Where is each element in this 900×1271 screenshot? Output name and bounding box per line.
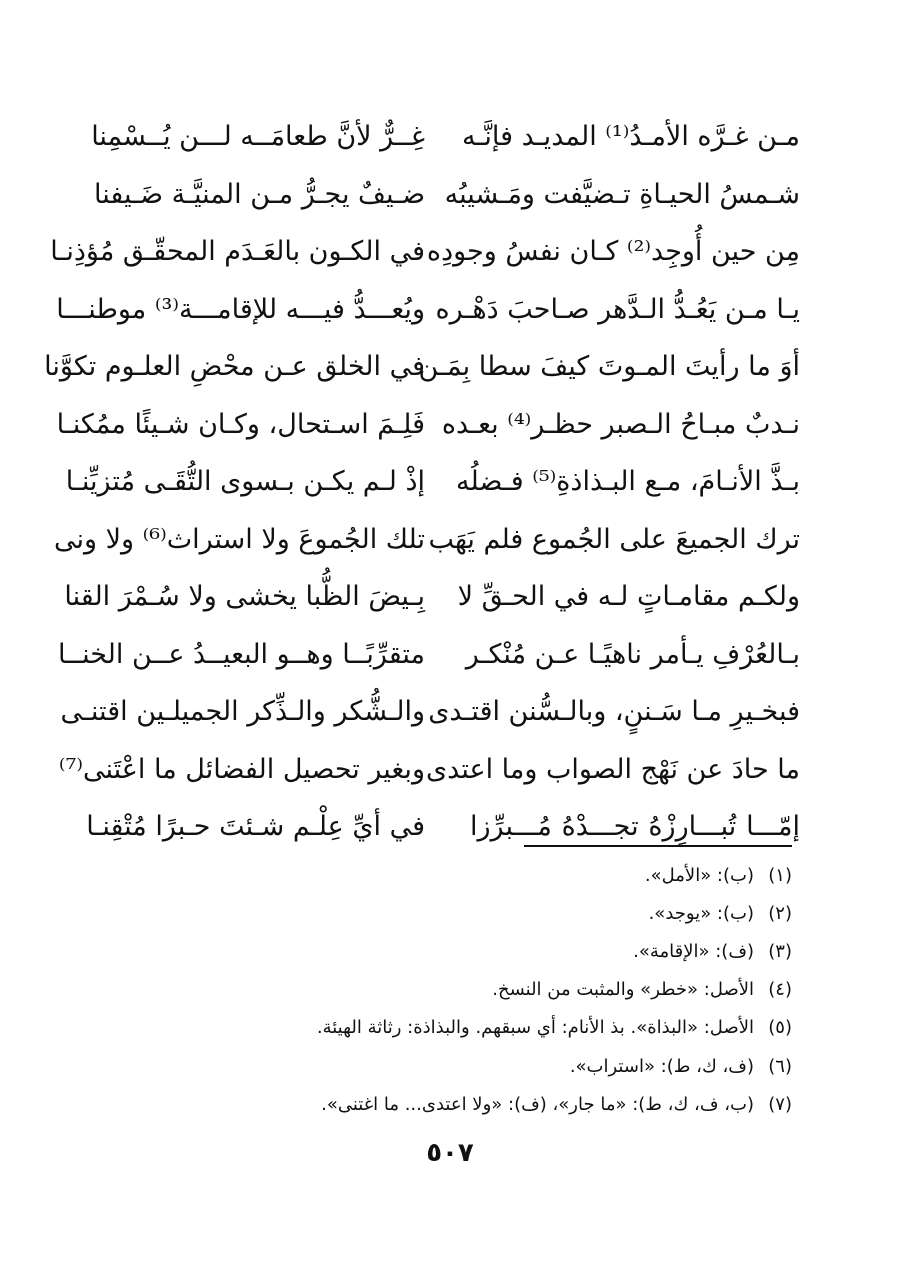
footnote-number: (١) xyxy=(768,864,792,886)
verse-second-hemistich: ويُعـــدُّ فيـــه للإقامـــة⁽³⁾ موطنـــا xyxy=(56,293,425,325)
footnote-text: (ف، ك، ط): «استراب». xyxy=(569,1055,754,1077)
footnote-item xyxy=(192,971,792,1009)
verse-second-hemistich: متقرِّبًــا وهــو البعيــدُ عــن الخنــا xyxy=(58,638,425,670)
verse-first-hemistich: فبخـيرِ مـا سَـننٍ، وبالـسُّنن اقتـدى xyxy=(428,696,800,728)
verse-second-hemistich: وبغير تحصيل الفضائل ما اعْتَنى⁽⁷⁾ xyxy=(58,753,425,785)
verse-first-hemistich: أوَ ما رأيتَ المـوتَ كيفَ سطا بِمَـن xyxy=(418,351,800,383)
footnote-number: (٢) xyxy=(768,902,792,924)
verse-second-hemistich: ضـيفٌ يجـرُّ مـن المنيَّـة ضَـيفنا xyxy=(94,178,425,210)
verse-first-hemistich: بـالعُرْفِ يـأمر ناهيًـا عـن مُنْكـر xyxy=(465,638,800,670)
footnote-number: (٧) xyxy=(768,1093,792,1115)
verse-row xyxy=(95,166,800,224)
footnote-text: الأصل: «خطر» والمثبت من النسخ. xyxy=(492,979,754,1001)
verse-second-hemistich: في أيِّ عِلْـم شـئتَ حـبرًا مُتْقِنـا xyxy=(86,811,425,843)
footnotes xyxy=(192,856,792,1123)
poem-body xyxy=(44,108,800,856)
verse-first-hemistich: شـمسُ الحيـاةِ تـضيَّفت ومَـشيبُه xyxy=(444,178,800,210)
footnote-item xyxy=(192,856,792,894)
verse-row xyxy=(53,511,800,569)
page-number: ٥٠٧ xyxy=(426,1138,474,1168)
verse-first-hemistich: ترك الجميعَ على الجُموع فلم يَهَب xyxy=(428,523,800,555)
footnote-text: (ب، ف، ك، ط): «ما جار»، (ف): «ولا اعتدى... ما اغتنى». xyxy=(321,1093,754,1115)
verse-row xyxy=(65,453,800,511)
verse-first-hemistich: إمّـــا تُبـــارِزْهُ تجـــدْهُ مُـــبرِّزا xyxy=(470,811,800,843)
verse-row xyxy=(60,683,800,741)
verse-row xyxy=(44,338,800,396)
verse-second-hemistich: فَلِـمَ اسـتحال، وكـان شـيئًا ممُكنـا xyxy=(56,408,425,440)
verse-first-hemistich: مـن غـرَّه الأمـدُ⁽¹⁾ المديـد فإنَّـه xyxy=(461,121,800,153)
footnote-text: الأصل: «البذاة». بذ الأنام: أي سبقهم. والبذاذة: رثاثة الهيئة. xyxy=(316,1017,754,1039)
verse-first-hemistich: يـا مـن يَعُـدُّ الـدَّهر صـاحبَ دَهْـره xyxy=(435,293,800,325)
verse-second-hemistich: في الخلق عـن محْضِ العلـوم تكوَّنا xyxy=(44,351,425,383)
verse-row xyxy=(56,281,800,339)
footnote-text: (ف): «الإقامة». xyxy=(633,940,754,962)
verse-first-hemistich: بـذَّ الأنـامَ، مـع البـذاذةِ⁽⁵⁾ فـضلُه xyxy=(455,466,800,498)
footnote-number: (٣) xyxy=(768,940,792,962)
footnote-number: (٦) xyxy=(768,1055,792,1077)
footnote-item xyxy=(192,1009,792,1047)
verse-second-hemistich: غِــرٌّ لأنَّ طعامَــه لـــن يُــسْمِنا xyxy=(91,121,425,153)
verse-row xyxy=(56,396,800,454)
verse-second-hemistich: والـشُّكر والـذِّكر الجميلـين اقتنـى xyxy=(60,696,425,728)
verse-first-hemistich: ما حادَ عن نَهْج الصواب وما اعتدى xyxy=(426,753,800,785)
verse-first-hemistich: نـدبٌ مبـاحُ الـصبر حظـر⁽⁴⁾ بعـده xyxy=(441,408,800,440)
footnote-item xyxy=(192,932,792,970)
verse-row xyxy=(64,568,800,626)
footnote-divider xyxy=(524,845,792,847)
verse-first-hemistich: ولكـم مقامـاتٍ لـه في الحـقِّ لا xyxy=(457,581,800,613)
footnote-text: (ب): «الأمل». xyxy=(644,864,754,886)
verse-row xyxy=(91,108,800,166)
verse-row xyxy=(50,223,800,281)
verse-second-hemistich: بِـيضَ الظُّبا يخشى ولا سُـمْرَ القنا xyxy=(64,581,425,613)
footnote-text: (ب): «يوجد». xyxy=(648,902,754,924)
footnote-item xyxy=(192,1047,792,1085)
verse-second-hemistich: تلك الجُموعَ ولا استراث⁽⁶⁾ ولا ونى xyxy=(53,523,425,555)
footnote-item xyxy=(192,894,792,932)
verse-second-hemistich: إذْ لـم يكـن بـسوى التُّقَـى مُتزيِّنـا xyxy=(65,466,425,498)
verse-first-hemistich: مِن حين أُوجِد⁽²⁾ كـان نفسُ وجودِه xyxy=(426,236,800,268)
verse-row xyxy=(58,741,800,799)
verse-second-hemistich: في الكـون بالعَـدَم المحقّـق مُؤذِنـا xyxy=(50,236,425,268)
footnote-number: (٤) xyxy=(768,979,792,1001)
verse-row xyxy=(58,626,800,684)
footnote-item xyxy=(192,1085,792,1123)
footnote-number: (٥) xyxy=(768,1017,792,1039)
